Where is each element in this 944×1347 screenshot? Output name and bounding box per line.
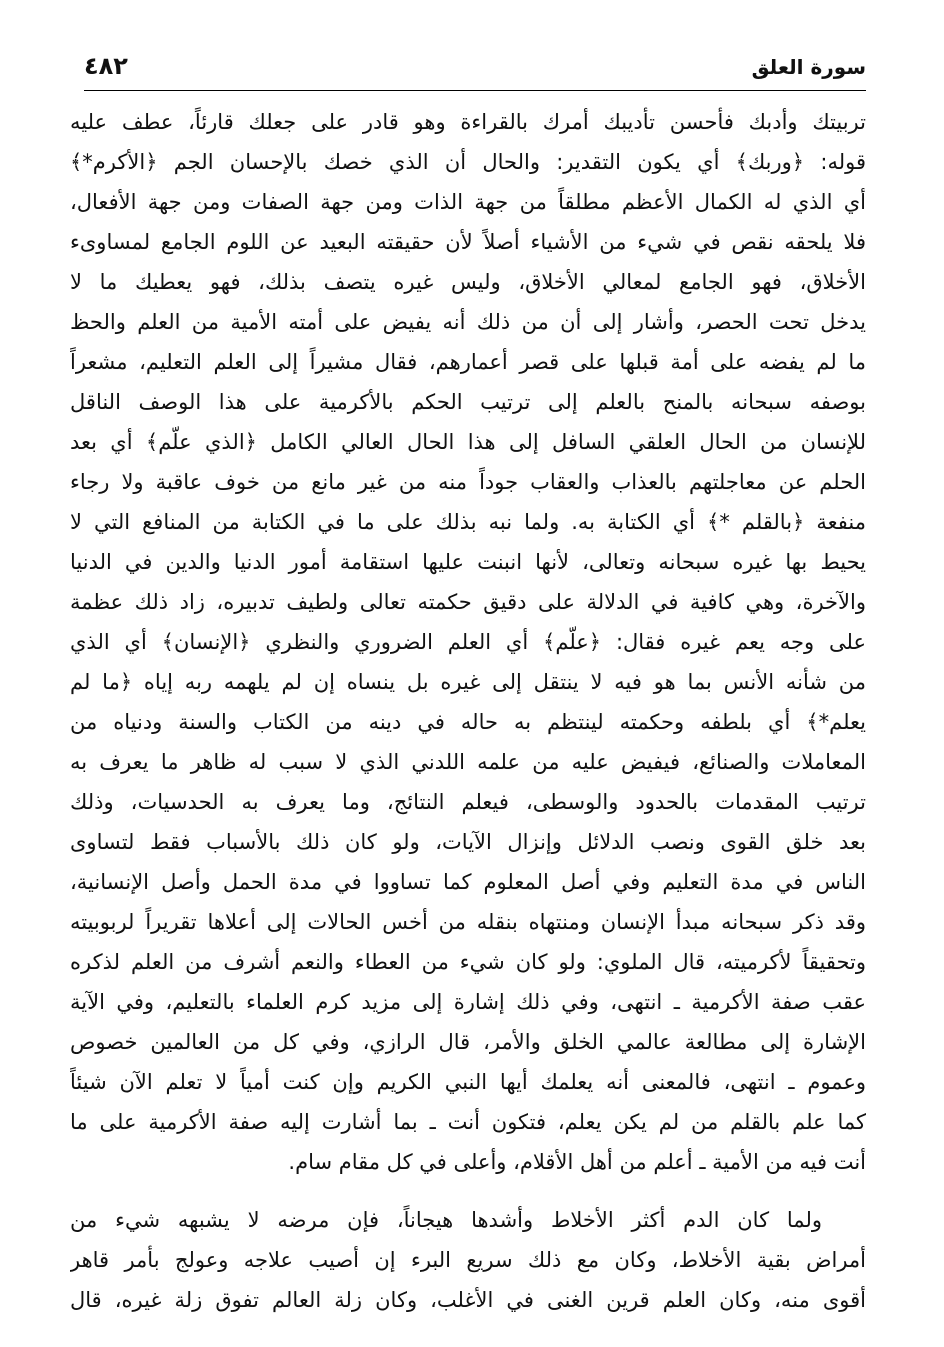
text-line: الإشارة إلى مطالعة عالمي الخلق والأمر، قال الرازي، وفي كل من العالمين خصوص (70, 1030, 866, 1054)
text-line: قوله: ﴿وربك﴾ أي يكون التقدير: والحال أن الذي خصك بالإحسان الجم ﴿الأكرم*﴾ (70, 150, 866, 174)
text-line: أمراض بقية الأخلاط، وكان مع ذلك سريع البرء إن أصيب علاجه وعولج بأمر قاهر (70, 1248, 866, 1272)
text-line: بوصفه سبحانه بالمنح بالعلم إلى ترتيب الحكم بالأكرمية على هذا الوصف الناقل (70, 390, 866, 414)
text-line: ولما كان الدم أكثر الأخلاط وأشدها هيجاناً، فإن مرضه لا يشبهه شيء من (70, 1208, 822, 1232)
text-line: أنت فيه من الأمية ـ أعلم من أهل الأقلام، وأعلى في كل مقام سام. (288, 1150, 866, 1174)
text-line: على وجه يعم غيره فقال: ﴿علّم﴾ أي العلم الضروري والنظري ﴿الإنسان﴾ أي الذي (70, 630, 866, 654)
text-line: كما علم بالقلم من لم يكن يعلم، فتكون أنت ـ بما أشارت إليه صفة الأكرمية على ما (70, 1110, 866, 1134)
text-line: يدخل تحت الحصر، وأشار إلى أن من ذلك أنه يفيض على أمته الأمية من العلم والحظ (70, 310, 866, 334)
text-line: الحلم عن معاجلتهم بالعذاب والعقاب جوداً منه من غير مانع من خوف عاقبة ولا رجاء (70, 470, 866, 494)
paragraph-2 (70, 1200, 866, 1320)
paragraph-gap (70, 1182, 866, 1200)
text-line: عقب صفة الأكرمية ـ انتهى، وفي ذلك إشارة إلى مزيد كرم العلماء بالتعليم، وفي الآية (70, 990, 866, 1014)
text-line: ما لم يفضه على أمة قبلها على قصر أعمارهم، فقال مشيراً إلى العلم التعليم، مشعراً (70, 350, 866, 374)
text-line: تربيتك وأدبك فأحسن تأديبك أمرك بالقراءة وهو قادر على جعلك قارئاً، عطف عليه (70, 110, 866, 134)
text-line: أقوى منه، وكان العلم قرين الغنى في الأغلب، وكان زلة العالم تفوق زلة غيره، قال (70, 1288, 866, 1312)
surah-title: سورة العلق (751, 55, 866, 79)
text-line: وقد ذكر سبحانه مبدأ الإنسان ومنتهاه بنقله من أخس الحالات إلى أعلاها تقريراً لربوبيته (70, 910, 866, 934)
text-line: منفعة ﴿بالقلم *﴾ أي الكتابة به. ولما نبه بذلك على ما في الكتابة من المنافع التي لا (70, 510, 866, 534)
header-divider (84, 90, 866, 91)
text-line: فلا يلحقه نقص في شيء من الأشياء أصلاً لأن حقيقته البعيد عن اللوم الجامع لمساوىء (70, 230, 866, 254)
body-text (70, 102, 866, 1320)
text-line: المعاملات والصنائع، فيفيض عليه من علمه اللدني الذي لا سبب له ظاهر ما يعرف به (70, 750, 866, 774)
text-line: الناس في مدة التعليم وفي أصل المعلوم كما تساووا في مدة الحمل وأصل الإنسانية، (70, 870, 866, 894)
text-line: ترتيب المقدمات بالحدود والوسطى، فيعلم النتائج، وما يعرف به الحدسيات، وذلك (70, 790, 866, 814)
text-line: والآخرة، وهي كافية في الدلالة على دقيق حكمته تعالى ولطيف تدبيره، زاد ذلك عظمة (70, 590, 866, 614)
text-line: وتحقيقاً لأكرميته، قال الملوي: ولو كان شيء من العطاء والنعم أشرف من العلم لذكره (70, 950, 866, 974)
page-number: ٤٨٢ (84, 52, 128, 80)
text-line: يحيط بها غيره سبحانه وتعالى، لأنها انبنت عليها استقامة أمور الدنيا والدين في الدنيا (70, 550, 866, 574)
text-line: للإنسان من الحال العلقي السافل إلى هذا الحال العالي الكامل ﴿الذي علّم﴾ أي بعد (70, 430, 866, 454)
text-line: من شأنه الأنس بما هو فيه لا ينتقل إلى غيره بل ينساه إن لم يلهمه ربه إياه ﴿ما لم (70, 670, 866, 694)
text-line: بعد خلق القوى ونصب الدلائل وإنزال الآيات، ولو كان ذلك بالأسباب فقط لتساوى (70, 830, 866, 854)
text-line: أي الذي له الكمال الأعظم مطلقاً من جهة الذات ومن جهة الصفات ومن جهة الأفعال، (70, 190, 866, 214)
paragraph-1 (70, 102, 866, 1182)
text-line: يعلم*﴾ أي بلطفه وحكمته لينتظم به حاله في دينه من الكتاب والسنة ودنياه من (70, 710, 866, 734)
text-line: الأخلاق، فهو الجامع لمعالي الأخلاق، وليس غيره يتصف بذلك، فهو يعطيك ما لا (70, 270, 866, 294)
page-header (84, 44, 866, 88)
text-line: وعموم ـ انتهى، فالمعنى أنه يعلمك أيها النبي الكريم وإن كنت أمياً لا تعلم الآن شيئاً (70, 1070, 866, 1094)
